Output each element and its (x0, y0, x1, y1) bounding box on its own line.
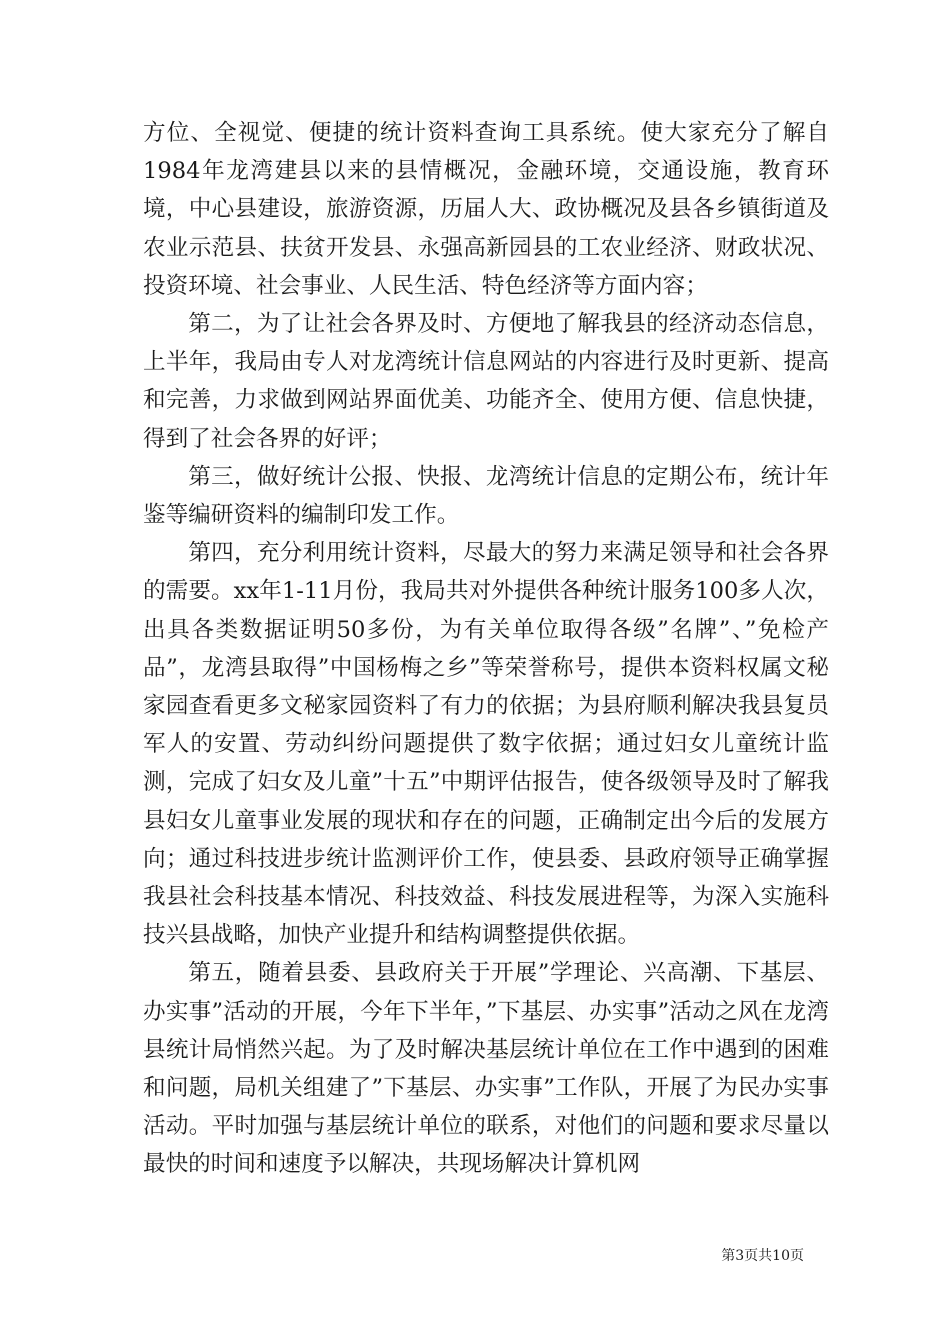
paragraph-second: 第二，为了让社会各界及时、方便地了解我县的经济动态信息，上半年，我局由专人对龙湾统计信息网站的内容进行及时更新、提高和完善，力求做到网站界面优美、功能齐全、使用方便、信息快捷，得到了社会各界的好评； (143, 311, 829, 452)
paragraph-fifth: 第五，随着县委、县政府关于开展”学理论、兴高潮、下基层、办实事”活动的开展，今年下半年，”下基层、办实事”活动之风在龙湾县统计局悄然兴起。为了及时解决基层统计单位在工作中遇到的困难和问题，局机关组建了”下基层、办实事”工作队，开展了为民办实事活动。平时加强与基层统计单位的联系，对他们的问题和要求尽量以最快的时间和速度予以解决，共现场解决计算机网 (143, 960, 829, 1178)
page-number-footer: 第3页共10页 (721, 1248, 804, 1264)
document-body (143, 114, 829, 1184)
paragraph-fourth: 第四，充分利用统计资料，尽最大的努力来满足领导和社会各界的需要。xx年1-11月份，我局共对外提供各种统计服务100多人次，出具各类数据证明50多份，为有关单位取得各级”名牌”、”免检产品”，龙湾县取得”中国杨梅之乡”等荣誉称号，提供本资料权属文秘家园查看更多文秘家园资料了有力的依据；为县府顺利解决我县复员军人的安置、劳动纠纷问题提供了数字依据；通过妇女儿童统计监测，完成了妇女及儿童”十五”中期评估报告，使各级领导及时了解我县妇女儿童事业发展的现状和存在的问题，正确制定出今后的发展方向；通过科技进步统计监测评价工作，使县委、县政府领导正确掌握我县社会科技基本情况、科技效益、科技发展进程等，为深入实施科技兴县战略，加快产业提升和结构调整提供依据。 (143, 540, 829, 949)
paragraph-continued: 方位、全视觉、便捷的统计资料查询工具系统。使大家充分了解自1984年龙湾建县以来的县情概况，金融环境，交通设施，教育环境，中心县建设，旅游资源，历届人大、政协概况及县各乡镇街道及农业示范县、扶贫开发县、永强高新园县的工农业经济、财政状况、投资环境、社会事业、人民生活、特色经济等方面内容； (143, 120, 829, 299)
paragraph-third: 第三，做好统计公报、快报、龙湾统计信息的定期公布，统计年鉴等编研资料的编制印发工作。 (143, 463, 829, 529)
